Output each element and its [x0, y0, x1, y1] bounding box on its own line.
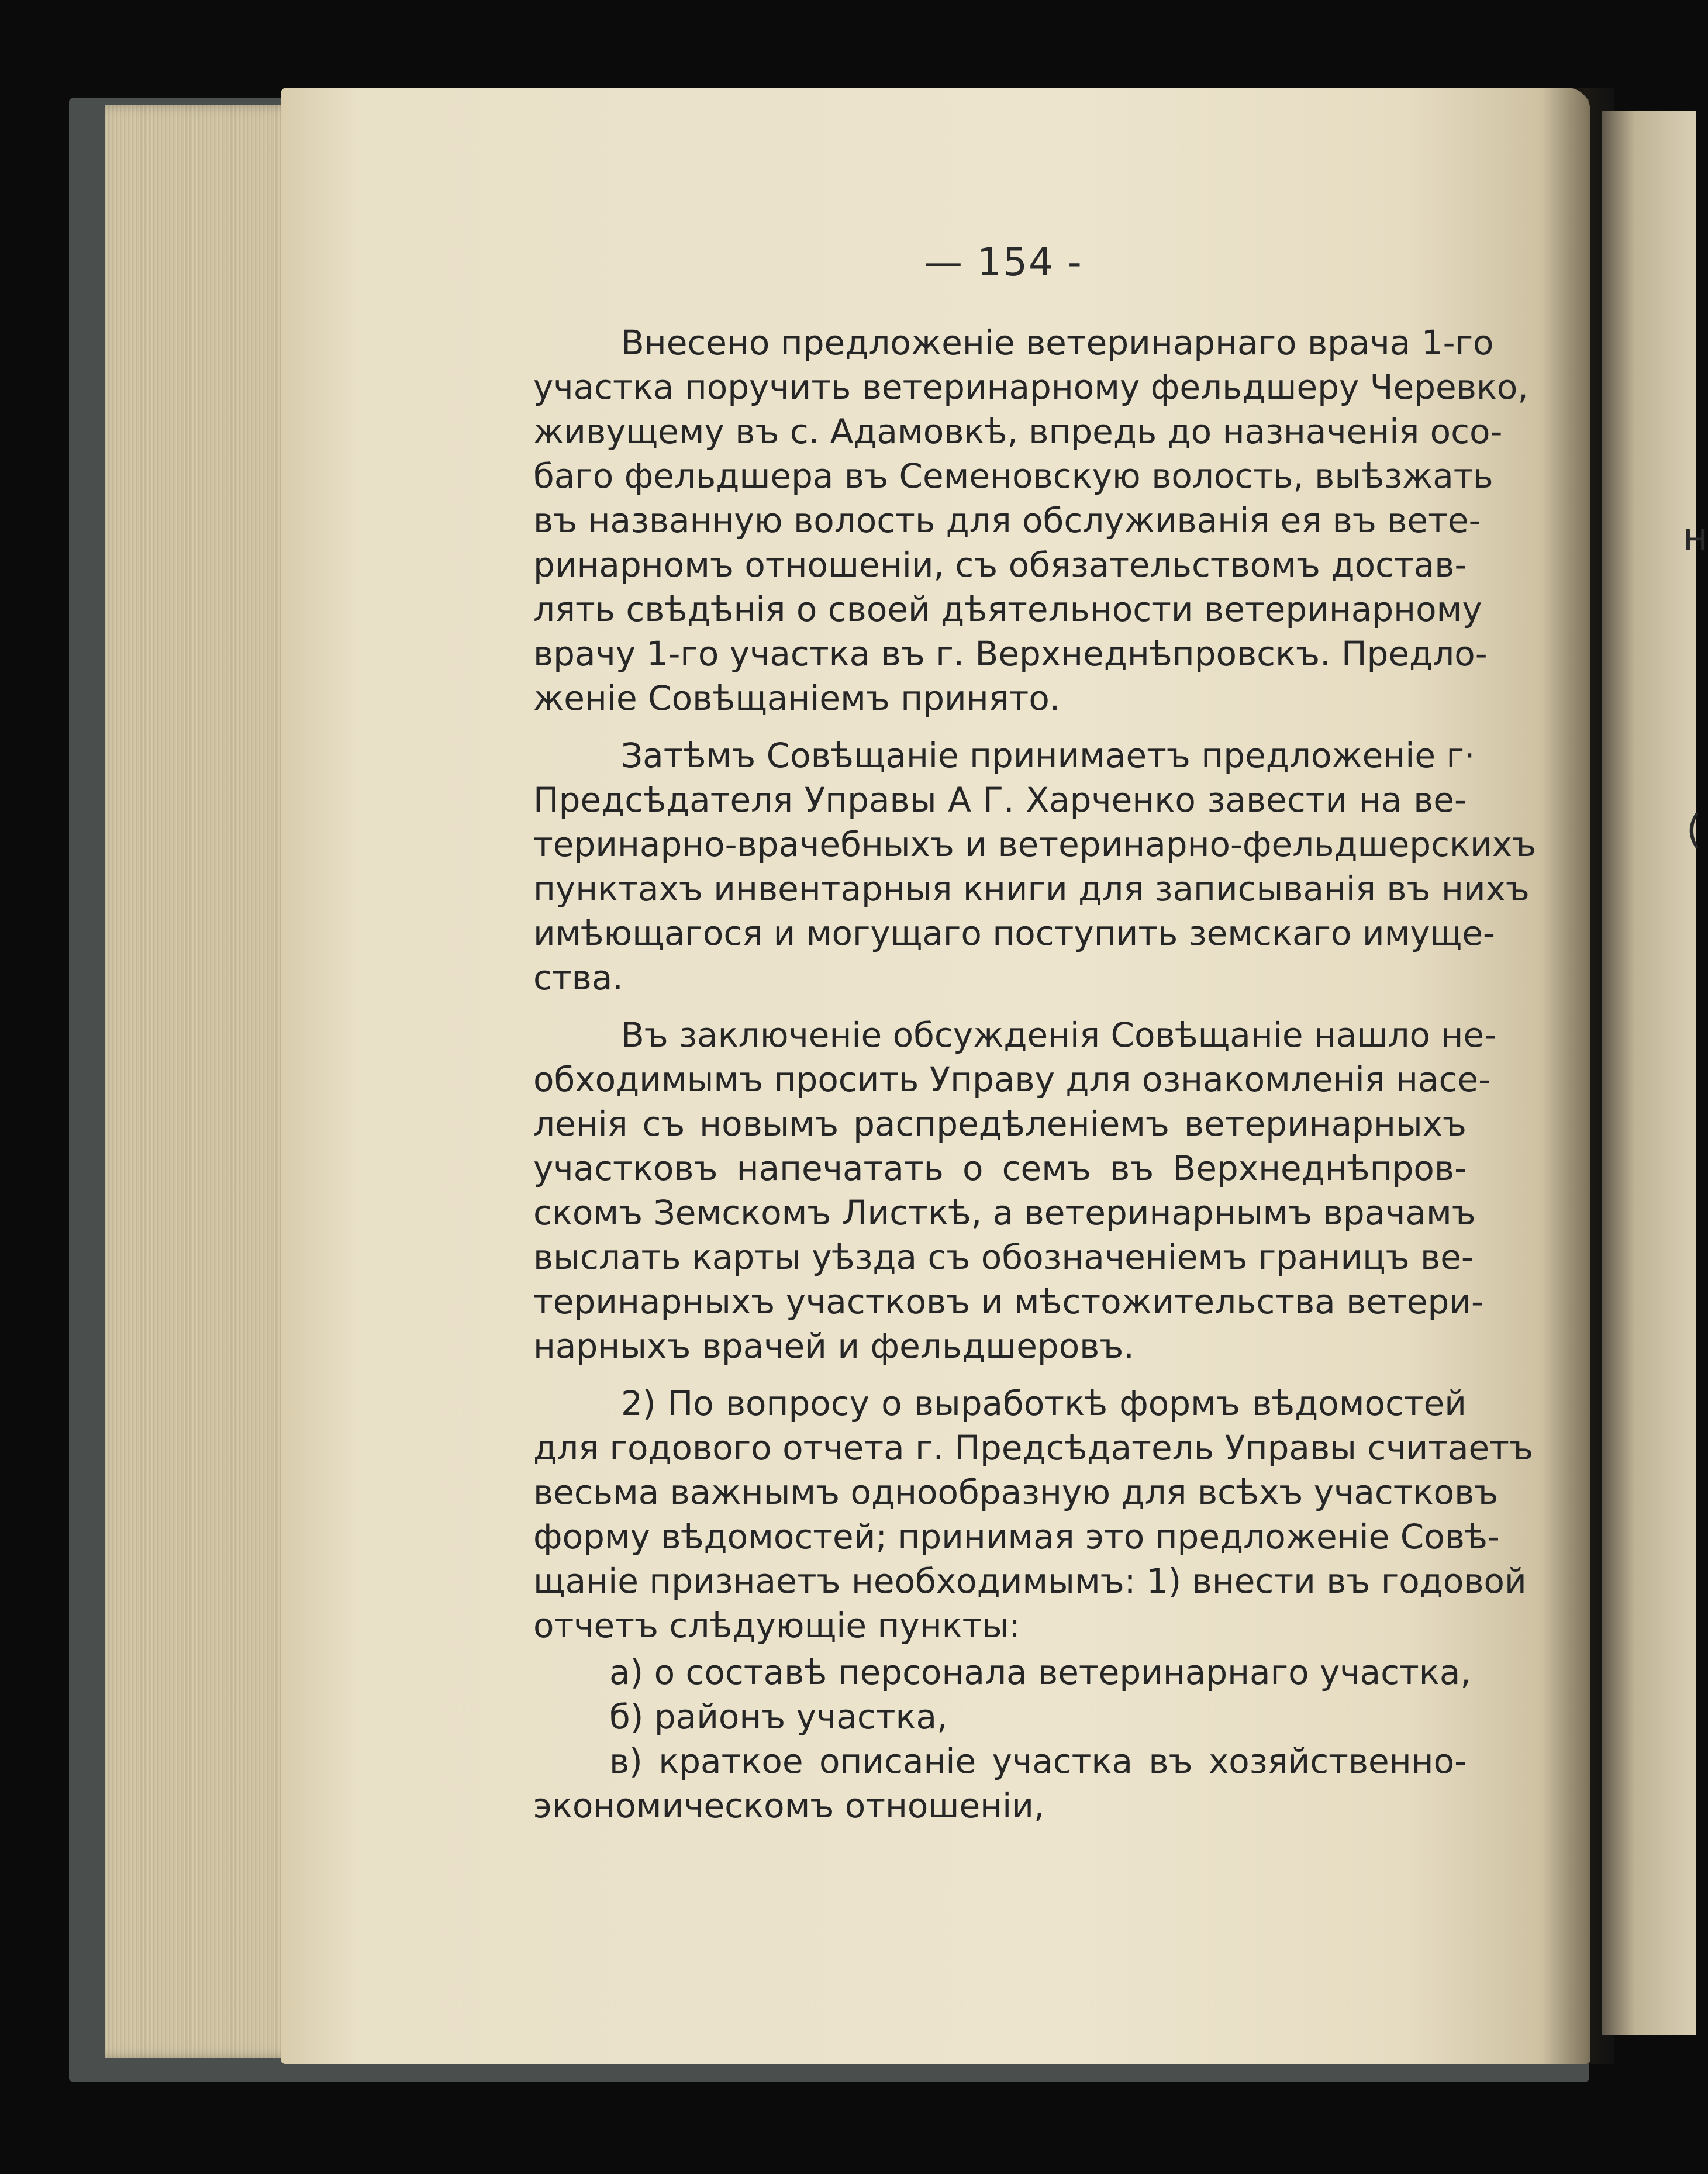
text-line: баго фельдшера въ Семеновскую волость, выѣзжать	[533, 456, 1493, 496]
text-line: ринарномъ отношеніи, съ обязательствомъ достав-	[533, 545, 1467, 585]
text-line: 2) По вопросу о выработкѣ формъ вѣдомостей	[621, 1383, 1467, 1423]
facing-page-letter: н	[1683, 515, 1708, 560]
paragraph	[533, 320, 1528, 720]
text-line: для годового отчета г. Предсѣдатель Управы считаетъ	[533, 1428, 1533, 1468]
text-line: Внесено предложеніе ветеринарнаго врача 1-го	[621, 323, 1494, 363]
text-line: Въ заключеніе обсужденія Совѣщаніе нашло не-	[621, 1015, 1497, 1055]
text-line: форму вѣдомостей; принимая это предложеніе Совѣ-	[533, 1517, 1500, 1557]
text-line: скомъ Земскомъ Листкѣ, а ветеринарнымъ врачамъ	[533, 1193, 1476, 1233]
text-line: выслать карты уѣзда съ обозначеніемъ границъ ве-	[533, 1237, 1474, 1277]
text-line: участка поручить ветеринарному фельдшеру Черевко,	[533, 367, 1528, 407]
item-list	[533, 1650, 1471, 1828]
text-line: пунктахъ инвентарныя книги для записыванія въ нихъ	[533, 869, 1530, 909]
text-line: обходимымъ просить Управу для ознакомленія насе-	[533, 1060, 1490, 1099]
facing-page-letter: (	[1686, 807, 1702, 852]
text-line: Затѣмъ Совѣщаніе принимаетъ предложеніе г·	[621, 736, 1475, 775]
page-edges	[105, 105, 298, 2058]
text-line: ленія съ новымъ распредѣленіемъ ветеринарныхъ	[533, 1104, 1467, 1144]
text-line: женіе Совѣщаніемъ принято.	[533, 678, 1061, 718]
text-line: имѣющагося и могущаго поступить земскаго имуще-	[533, 913, 1495, 953]
list-item: б) районъ участка,	[609, 1697, 948, 1737]
text-line: теринарно-врачебныхъ и ветеринарно-фельдшерскихъ	[533, 824, 1537, 864]
paragraph	[533, 1013, 1497, 1368]
text-line: теринарныхъ участковъ и мѣстожительства ветери-	[533, 1282, 1483, 1321]
page-number: — 154 -	[924, 240, 1083, 285]
text-line: участковъ напечатать о семъ въ Верхнеднѣпров-	[533, 1148, 1467, 1188]
text-line: врачу 1-го участка въ г. Верхнеднѣпровскъ. Предло-	[533, 634, 1488, 674]
text-line: щаніе признаетъ необходимымъ: 1) внести въ годовой	[533, 1561, 1527, 1601]
facing-page-edge	[1602, 111, 1696, 2035]
list-item: экономическомъ отношеніи,	[533, 1786, 1045, 1826]
text-line: нарныхъ врачей и фельдшеровъ.	[533, 1326, 1134, 1366]
text-line: живущему въ с. Адамовкѣ, впредь до назначенія осо-	[533, 412, 1503, 451]
text-line: ства.	[533, 958, 623, 998]
paragraph	[533, 733, 1537, 1000]
text-line: въ названную волость для обслуживанія ея въ вете-	[533, 501, 1481, 540]
list-item: а) о составѣ персонала ветеринарнаго участка,	[609, 1652, 1471, 1692]
text-line: лять свѣдѣнія о своей дѣятельности ветеринарному	[533, 589, 1482, 629]
list-item: в) краткое описаніе участка въ хозяйственно-	[609, 1741, 1467, 1781]
paragraph	[533, 1381, 1533, 1648]
text-line: Предсѣдателя Управы А Г. Харченко завести на ве-	[533, 780, 1467, 820]
page-text	[533, 320, 1537, 1828]
text-line: весьма важнымъ однообразную для всѣхъ участковъ	[533, 1472, 1499, 1512]
text-line: отчетъ слѣдующіе пункты:	[533, 1606, 1020, 1645]
